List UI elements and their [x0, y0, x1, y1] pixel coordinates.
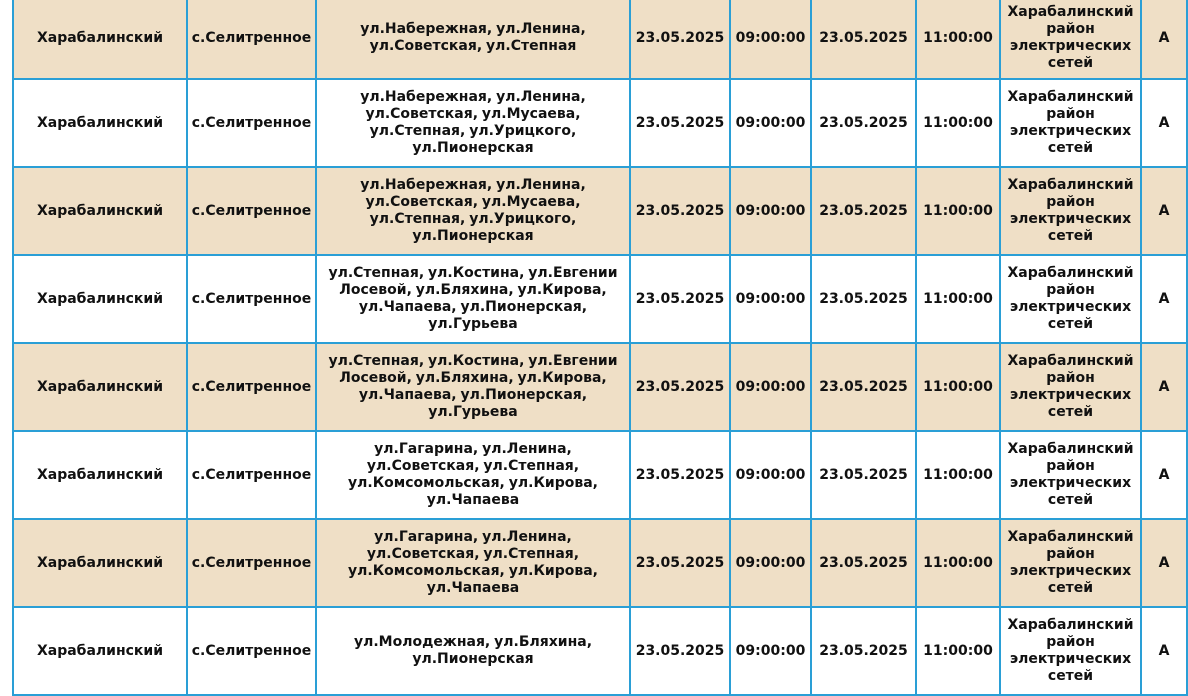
end-date-cell: 23.05.2025: [811, 607, 916, 695]
start-date-cell: 23.05.2025: [630, 79, 730, 167]
network-cell: Харабалинский район электрических сетей: [1000, 255, 1141, 343]
outage-table: [12, 0, 1188, 696]
locality-cell: с.Селитренное: [187, 607, 316, 695]
network-cell: Харабалинский район электрических сетей: [1000, 607, 1141, 695]
end-time-cell: 11:00:00: [916, 519, 1000, 607]
district-cell: Харабалинский: [13, 431, 187, 519]
table-row: [13, 0, 1187, 79]
streets-cell: ул.Гагарина, ул.Ленина, ул.Советская, ул.Степная, ул.Комсомольская, ул.Кирова, ул.Чапаева: [316, 519, 630, 607]
end-date-cell: 23.05.2025: [811, 255, 916, 343]
streets-cell: ул.Набережная, ул.Ленина, ул.Советская, ул.Степная: [316, 0, 630, 79]
locality-cell: с.Селитренное: [187, 167, 316, 255]
start-time-cell: 09:00:00: [730, 519, 811, 607]
start-date-cell: 23.05.2025: [630, 607, 730, 695]
start-date-cell: 23.05.2025: [630, 431, 730, 519]
district-cell: Харабалинский: [13, 0, 187, 79]
start-time-cell: 09:00:00: [730, 431, 811, 519]
start-time-cell: 09:00:00: [730, 79, 811, 167]
start-time-cell: 09:00:00: [730, 0, 811, 79]
end-time-cell: 11:00:00: [916, 0, 1000, 79]
end-date-cell: 23.05.2025: [811, 0, 916, 79]
network-cell: Харабалинский район электрических сетей: [1000, 343, 1141, 431]
start-time-cell: 09:00:00: [730, 607, 811, 695]
network-cell: Харабалинский район электрических сетей: [1000, 0, 1141, 79]
network-cell: Харабалинский район электрических сетей: [1000, 79, 1141, 167]
end-time-cell: 11:00:00: [916, 255, 1000, 343]
extra-cell: А: [1141, 519, 1187, 607]
locality-cell: с.Селитренное: [187, 343, 316, 431]
network-cell: Харабалинский район электрических сетей: [1000, 431, 1141, 519]
district-cell: Харабалинский: [13, 167, 187, 255]
extra-cell: А: [1141, 79, 1187, 167]
start-date-cell: 23.05.2025: [630, 255, 730, 343]
end-date-cell: 23.05.2025: [811, 79, 916, 167]
streets-cell: ул.Молодежная, ул.Бляхина, ул.Пионерская: [316, 607, 630, 695]
district-cell: Харабалинский: [13, 519, 187, 607]
streets-cell: ул.Степная, ул.Костина, ул.Евгении Лосевой, ул.Бляхина, ул.Кирова, ул.Чапаева, ул.Пионерская, ул.Гурьева: [316, 343, 630, 431]
end-time-cell: 11:00:00: [916, 607, 1000, 695]
streets-cell: ул.Гагарина, ул.Ленина, ул.Советская, ул.Степная, ул.Комсомольская, ул.Кирова, ул.Чапаева: [316, 431, 630, 519]
end-time-cell: 11:00:00: [916, 79, 1000, 167]
locality-cell: с.Селитренное: [187, 255, 316, 343]
district-cell: Харабалинский: [13, 255, 187, 343]
start-date-cell: 23.05.2025: [630, 167, 730, 255]
network-cell: Харабалинский район электрических сетей: [1000, 167, 1141, 255]
start-date-cell: 23.05.2025: [630, 0, 730, 79]
extra-cell: А: [1141, 255, 1187, 343]
extra-cell: А: [1141, 167, 1187, 255]
end-time-cell: 11:00:00: [916, 343, 1000, 431]
end-date-cell: 23.05.2025: [811, 343, 916, 431]
network-cell: Харабалинский район электрических сетей: [1000, 519, 1141, 607]
streets-cell: ул.Набережная, ул.Ленина, ул.Советская, ул.Мусаева, ул.Степная, ул.Урицкого, ул.Пионерская: [316, 79, 630, 167]
table-row: [13, 519, 1187, 607]
end-date-cell: 23.05.2025: [811, 431, 916, 519]
extra-cell: А: [1141, 607, 1187, 695]
district-cell: Харабалинский: [13, 343, 187, 431]
district-cell: Харабалинский: [13, 79, 187, 167]
locality-cell: с.Селитренное: [187, 79, 316, 167]
locality-cell: с.Селитренное: [187, 431, 316, 519]
start-time-cell: 09:00:00: [730, 255, 811, 343]
start-date-cell: 23.05.2025: [630, 519, 730, 607]
extra-cell: А: [1141, 431, 1187, 519]
end-time-cell: 11:00:00: [916, 167, 1000, 255]
table-row: [13, 255, 1187, 343]
district-cell: Харабалинский: [13, 607, 187, 695]
start-time-cell: 09:00:00: [730, 343, 811, 431]
table-row: [13, 167, 1187, 255]
table-row: [13, 343, 1187, 431]
streets-cell: ул.Степная, ул.Костина, ул.Евгении Лосевой, ул.Бляхина, ул.Кирова, ул.Чапаева, ул.Пионерская, ул.Гурьева: [316, 255, 630, 343]
table-row: [13, 431, 1187, 519]
start-date-cell: 23.05.2025: [630, 343, 730, 431]
locality-cell: с.Селитренное: [187, 0, 316, 79]
extra-cell: А: [1141, 0, 1187, 79]
end-time-cell: 11:00:00: [916, 431, 1000, 519]
extra-cell: А: [1141, 343, 1187, 431]
outage-table-body: [13, 0, 1187, 695]
end-date-cell: 23.05.2025: [811, 519, 916, 607]
table-row: [13, 79, 1187, 167]
locality-cell: с.Селитренное: [187, 519, 316, 607]
streets-cell: ул.Набережная, ул.Ленина, ул.Советская, ул.Мусаева, ул.Степная, ул.Урицкого, ул.Пионерская: [316, 167, 630, 255]
start-time-cell: 09:00:00: [730, 167, 811, 255]
table-row: [13, 607, 1187, 695]
end-date-cell: 23.05.2025: [811, 167, 916, 255]
